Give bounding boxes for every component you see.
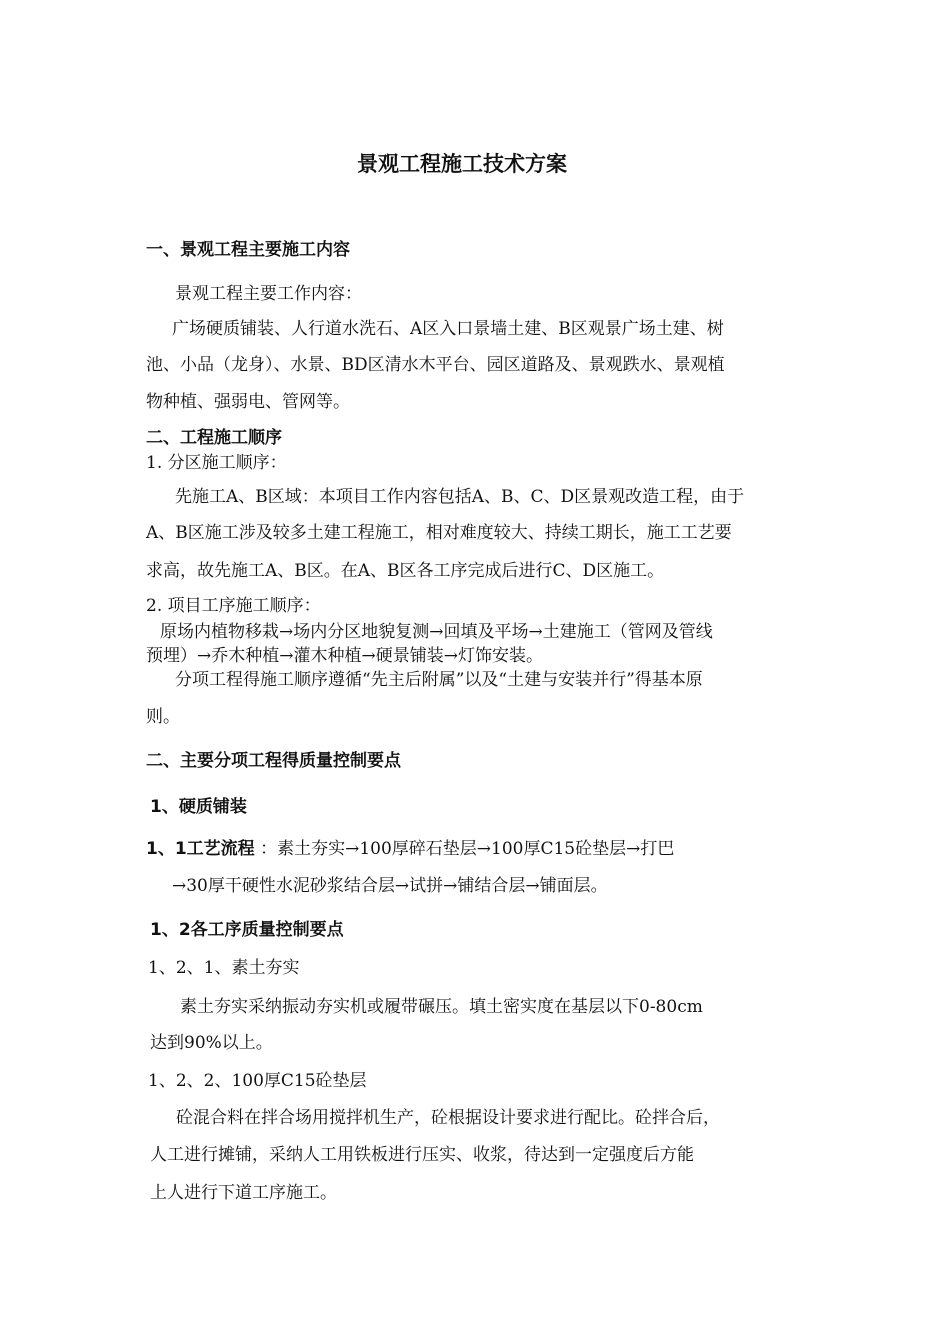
paragraph-line: 素土夯实采纳振动夯实机或履带碾压。填土密实度在基层以下0-80cm	[180, 997, 703, 1017]
paragraph-line: 求高，故先施工A、B区。在A、B区各工序完成后进行C、D区施工。	[146, 561, 665, 581]
section-heading-content: 一、景观工程主要施工内容	[146, 240, 350, 260]
document-title: 景观工程施工技术方案	[357, 152, 567, 176]
section-heading-sequence: 二、工程施工顺序	[146, 428, 282, 448]
list-item: 1、2、1、素土夯实	[148, 958, 300, 978]
process-flow-text: ：素土夯实→100厚碎石垫层→100厚C15砼垫层→打巴	[260, 839, 675, 859]
paragraph-line: 人工进行摊铺，采纳人工用铁板进行压实、收浆，待达到一定强度后方能	[150, 1145, 694, 1165]
list-item: 1. 分区施工顺序：	[146, 453, 287, 473]
paragraph-line: 分项工程得施工顺序遵循“先主后附属”以及“土建与安装并行”得基本原	[175, 670, 703, 690]
paragraph-line: 则。	[146, 707, 180, 727]
paragraph-line: 砼混合料在拌合场用搅拌机生产，砼根据设计要求进行配比。砼拌合后，	[176, 1108, 720, 1128]
paragraph-line: A、B区施工涉及较多土建工程施工，相对难度较大、持续工期长，施工工艺要	[146, 523, 732, 543]
list-item: 1、2、2、100厚C15砼垫层	[148, 1071, 367, 1091]
paragraph-line: 先施工A、B区域：本项目工作内容包括A、B、C、D区景观改造工程，由于	[175, 487, 745, 507]
paragraph-line: 物种植、强弱电、管网等。	[146, 392, 350, 412]
subsection-heading: 1、2各工序质量控制要点	[150, 920, 344, 940]
paragraph-line: 广场硬质铺装、人行道水洗石、A区入口景墙土建、B区观景广场土建、树	[172, 319, 724, 339]
section-heading-quality: 二、主要分项工程得质量控制要点	[146, 751, 401, 771]
paragraph-line: 原场内植物移栽→场内分区地貌复测→回填及平场→土建施工（管网及管线	[160, 622, 713, 642]
process-flow-line	[146, 837, 674, 861]
subsection-heading: 1、硬质铺装	[150, 797, 247, 817]
paragraph-line: 达到90%以上。	[150, 1033, 273, 1053]
paragraph-line: 上人进行下道工序施工。	[150, 1183, 337, 1203]
paragraph-line: 池、小品（龙身）、水景、BD区清水木平台、园区道路及、景观跌水、景观植	[146, 355, 725, 375]
paragraph-line: 预埋）→乔木种植→灌木种植→硬景铺装→灯饰安装。	[146, 646, 543, 666]
paragraph-line: 景观工程主要工作内容：	[175, 284, 362, 304]
paragraph-line: →30厚干硬性水泥砂浆结合层→试拼→铺结合层→铺面层。	[172, 876, 608, 896]
list-item: 2. 项目工序施工顺序：	[146, 596, 321, 616]
process-flow-label: 1、1工艺流程	[146, 839, 255, 859]
